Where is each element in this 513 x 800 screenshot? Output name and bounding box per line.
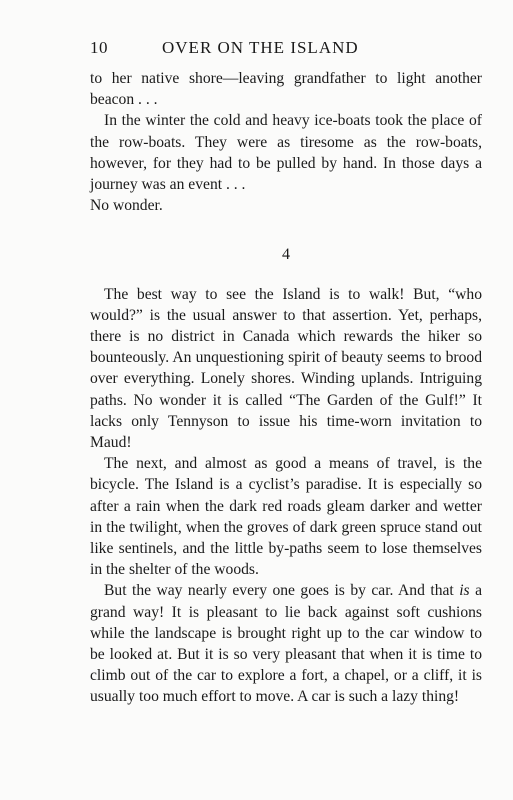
paragraph-ice-boats-text: In the winter the cold and heavy ice-boats took the place of the row-boats. They were as tiresome as the row-boats, however, for they had to be pulled by hand. In those days a journey was an event . . . <box>90 112 482 194</box>
paragraph-ice-boats-tail: No wonder. <box>90 197 163 215</box>
paragraph-walk: The best way to see the Island is to walk! But, “who would?” is the usual answer to that assertion. Yet, perhaps, there is no district in Canada which rewards the hiker so bounteously. An unquestioning spirit of beauty seems to brood over everything. Lonely shores. Winding uplands. Intriguing paths. No wonder it is called “The Garden of the Gulf!” It lacks only Tennyson to issue his time-worn invitation to Maud! <box>90 285 482 452</box>
paragraph-car <box>90 580 482 707</box>
paragraph-continuation: to her native shore—leaving grandfather to light another beacon . . . <box>90 70 482 109</box>
page-header <box>90 38 482 62</box>
paragraph-car-post: a grand way! It is pleasant to lie back against soft cushions while the landscape is brought right up to the car window to be looked at. But it is so very pleasant that when it is time to climb out of the car to explore a fort, a chapel, or a cliff, it is usually too much effort to move. A car is such a lazy thing! <box>90 582 482 706</box>
page-body <box>90 68 482 708</box>
paragraph-car-pre: But the way nearly every one goes is by car. And that <box>104 582 460 600</box>
paragraph-car-emphasis: is <box>459 582 470 600</box>
page-number: 10 <box>90 38 108 57</box>
paragraph-bicycle: The next, and almost as good a means of travel, is the bicycle. The Island is a cyclist’s paradise. It is especially so after a rain when the dark red roads gleam darker and wetter in the twilight, when the groves of dark green spruce stand out like sentinels, and the little by-paths seem to lose themselves in the shelter of the woods. <box>90 455 482 579</box>
section-number: 4 <box>282 246 290 264</box>
running-head: OVER ON THE ISLAND <box>162 38 359 57</box>
paragraph-ice-boats <box>90 110 482 216</box>
